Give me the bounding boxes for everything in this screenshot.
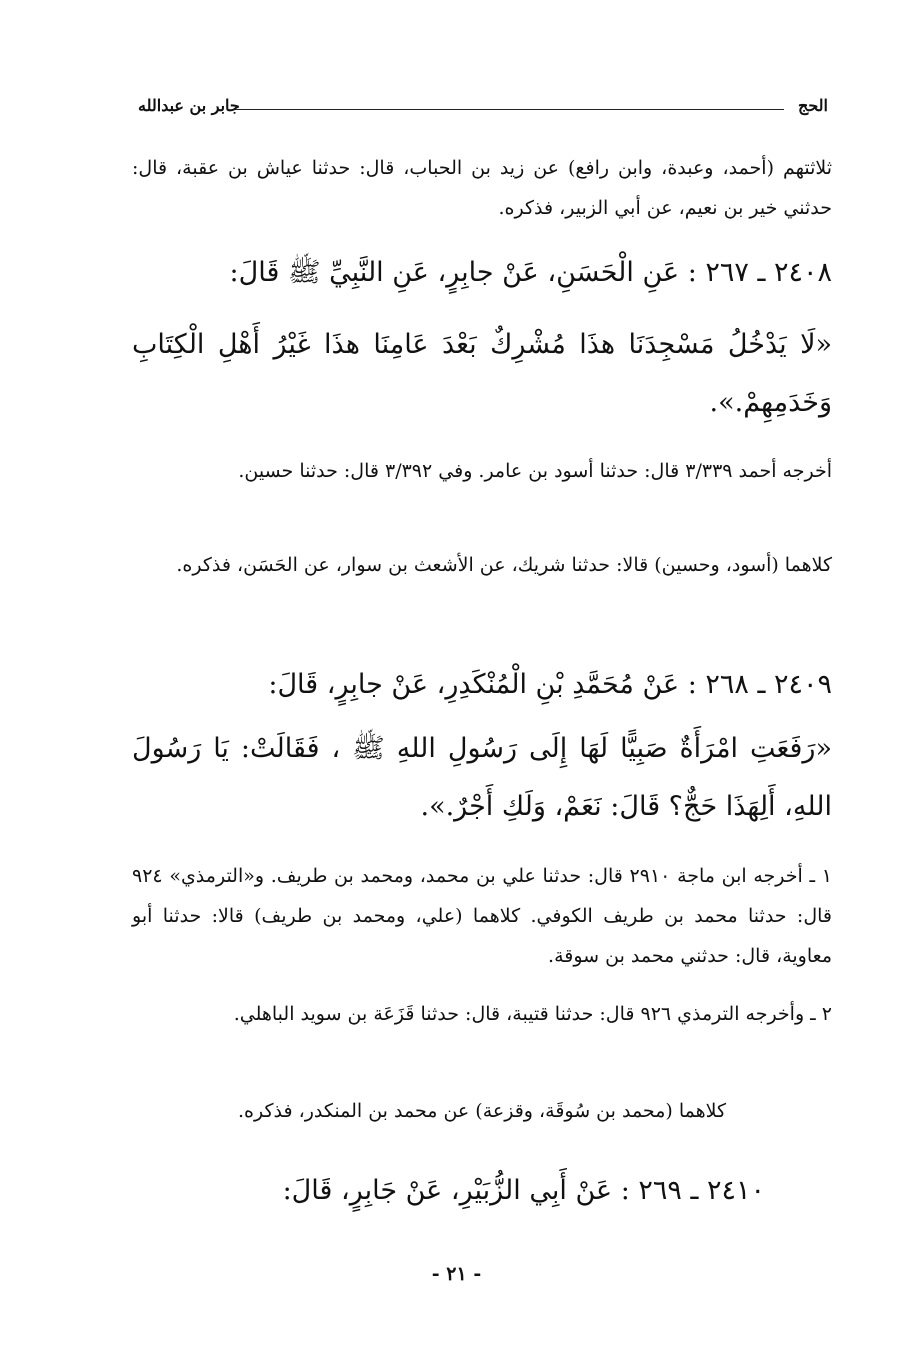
- hadith-heading-2409: ٢٤٠٩ ـ ٢٦٨ : عَنْ مُحَمَّدِ بْنِ الْمُنْكَدِرِ، عَنْ جابِرٍ، قَالَ:: [268, 669, 832, 700]
- running-header: [138, 96, 828, 122]
- takhrij-paragraph-2: ٢ ـ وأخرجه الترمذي ٩٢٦ قال: حدثنا قتيبة، قال: حدثنا قَزَعَة بن سويد الباهلي.: [233, 1003, 832, 1025]
- hadith-text-2409: «رَفَعَتِ امْرَأَةٌ صَبِيًّا لَهَا إِلَى رَسُولِ اللهِ ﷺ ، فَقَالَتْ: يَا رَسُولَ اللهِ، أَلِهَذَا حَجٌّ؟ قَالَ: نَعَمْ، وَلَكِ أَجْرٌ.».: [132, 733, 832, 822]
- takhrij-paragraph: أخرجه أحمد ٣/٣٣٩ قال: حدثنا أسود بن عامر. وفي ٣/٣٩٢ قال: حدثنا حسين.: [238, 460, 832, 482]
- chain-paragraph: كلاهما (أسود، وحسين) قالا: حدثنا شريك، عن الأشعث بن سوار، عن الحَسَن، فذكره.: [176, 554, 832, 576]
- narrator-title: جابر بن عبدالله: [138, 96, 240, 115]
- hadith-heading-2408: ٢٤٠٨ ـ ٢٦٧ : عَنِ الْحَسَنِ، عَنْ جابِرٍ، عَنِ النَّبِيِّ ﷺ قَالَ:: [229, 257, 832, 288]
- page-number: - ٢١ -: [431, 1263, 482, 1285]
- chain-paragraph: ثلاثتهم (أحمد، وعبدة، وابن رافع) عن زيد بن الحباب، قال: حدثنا عياش بن عقبة، قال: حدثني خير بن نعيم، عن أبي الزبير، فذكره.: [132, 157, 832, 219]
- chain-paragraph: كلاهما (محمد بن سُوقَة، وقزعة) عن محمد بن المنكدر، فذكره.: [238, 1100, 726, 1122]
- hadith-heading-2410: ٢٤١٠ ـ ٢٦٩ : عَنْ أَبِي الزُّبَيْرِ، عَنْ جَابِرٍ، قَالَ:: [282, 1175, 765, 1206]
- header-rule: [234, 109, 784, 110]
- takhrij-paragraph-1: ١ ـ أخرجه ابن ماجة ٢٩١٠ قال: حدثنا علي بن محمد، ومحمد بن طريف. و«الترمذي» ٩٢٤ قال: حدثنا محمد بن طريف الكوفي. كلاهما (علي، ومحمد بن طريف) قالا: حدثنا أبو معاوية، قال: حدثني محمد بن سوقة.: [132, 865, 832, 967]
- chapter-title: الحج: [798, 96, 828, 115]
- hadith-text-2408: «لَا يَدْخُلُ مَسْجِدَنَا هذَا مُشْرِكٌ بَعْدَ عَامِنَا هذَا غَيْرُ أَهْلِ الْكِتَابِ وَخَدَمِهِمْ.».: [132, 329, 832, 418]
